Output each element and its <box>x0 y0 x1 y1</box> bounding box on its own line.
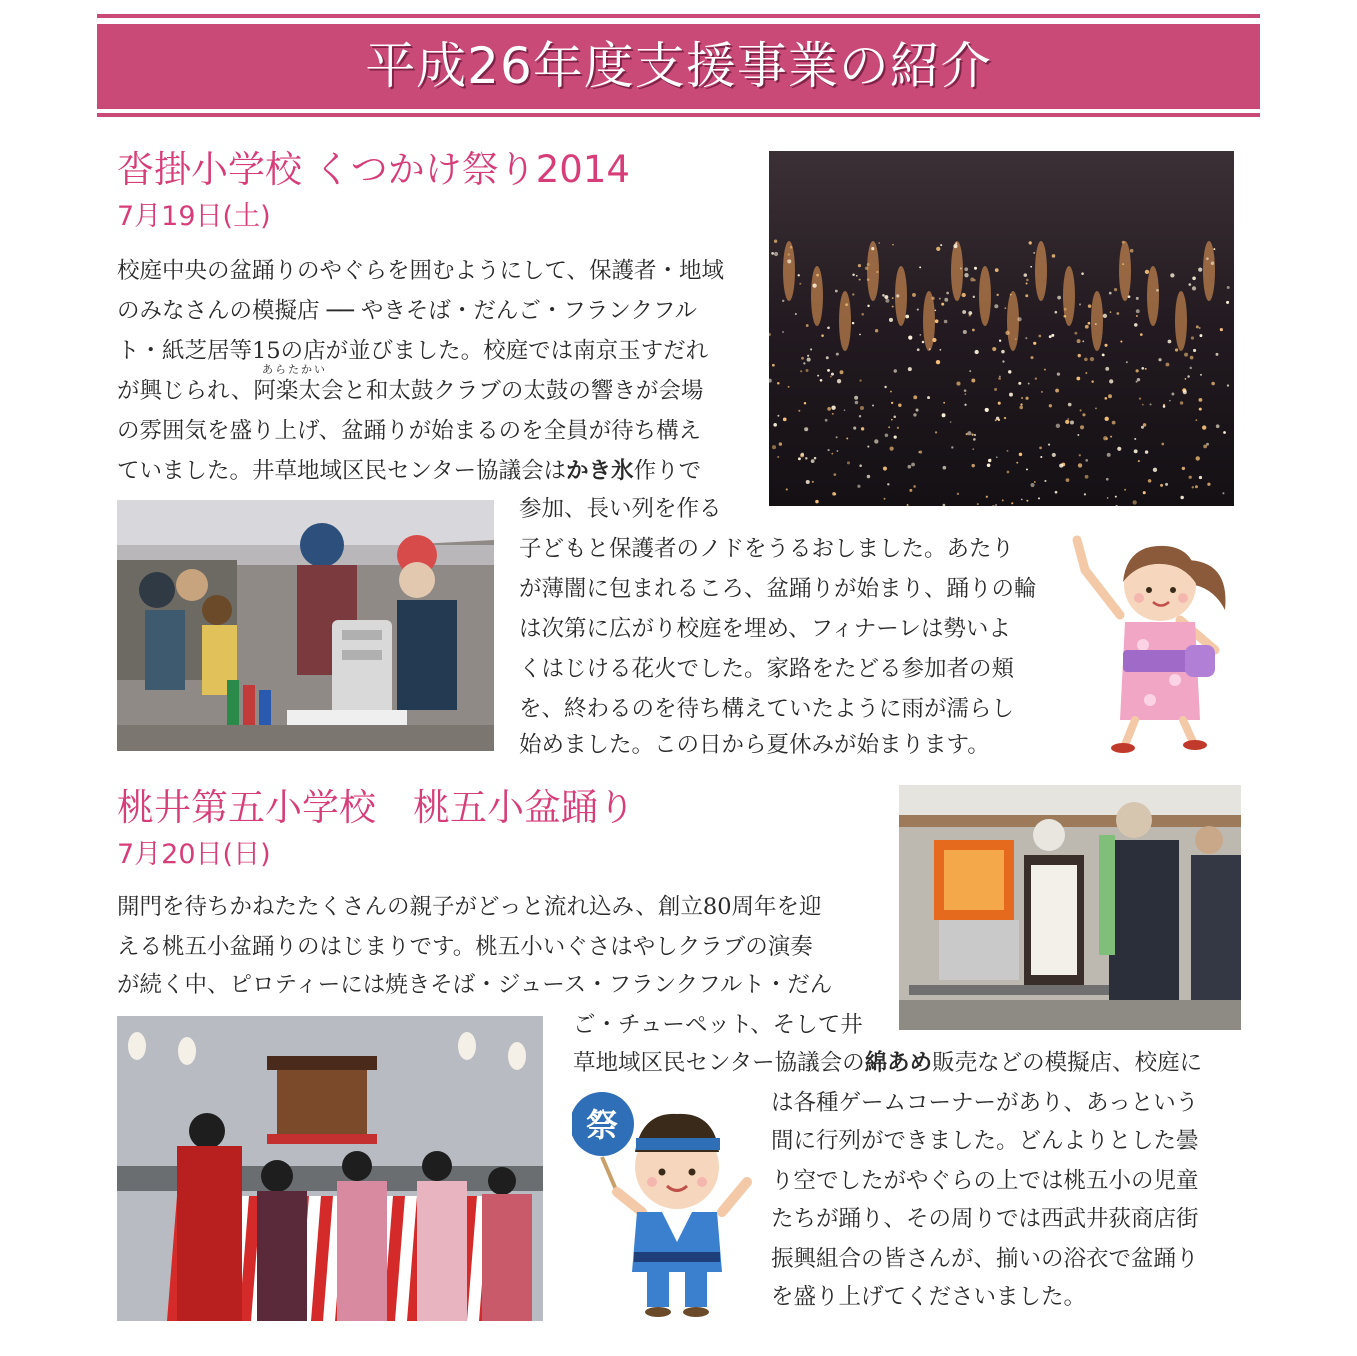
section1-date: 7月19日(土) <box>117 201 271 232</box>
section1-line <box>117 456 701 486</box>
section1-line: ト・紙芝居等15の店が並びました。校庭では南京玉すだれ <box>117 338 709 364</box>
section1-line: の雰囲気を盛り上げ、盆踊りが始まるのを全員が待ち構え <box>117 418 702 444</box>
section1-line: が薄闇に包まれるころ、盆踊りが始まり、踊りの輪 <box>519 576 1037 602</box>
section2-line: える桃五小盆踊りのはじまりです。桃五小いぐさはやしクラブの演奏 <box>117 934 813 960</box>
bon-odori-photo <box>117 1016 543 1321</box>
cotton-candy-stall-photo <box>899 785 1241 1030</box>
line-text: ていました。井草地域区民センター協議会は <box>117 458 567 484</box>
section2-line: 間に行列ができました。どんよりとした曇 <box>771 1128 1199 1154</box>
section2-line: が続く中、ピロティーには焼きそば・ジュース・フランクフルト・だん <box>117 972 833 998</box>
banner-bottom-rule <box>97 113 1260 117</box>
shaved-ice-stall-photo <box>117 500 494 751</box>
section1-line: 校庭中央の盆踊りのやぐらを囲むようにして、保護者・地域 <box>117 258 725 284</box>
page-title: 平成26年度支援事業の紹介 <box>97 24 1260 109</box>
line-text: 草地域区民センター協議会の <box>573 1050 865 1076</box>
section2-heading: 桃井第五小学校 桃五小盆踊り <box>117 786 635 829</box>
highlight-kakigori: かき氷 <box>566 458 634 484</box>
line-text: 作りで <box>633 458 702 484</box>
section2-line: 開門を待ちかねたたくさんの親子がどっと流れ込み、創立80周年を迎 <box>117 894 822 920</box>
furigana: あらたかい <box>262 363 327 376</box>
section2-line: り空でしたがやぐらの上では桃五小の児童 <box>771 1168 1199 1194</box>
section1-line: 始めました。この日から夏休みが始まります。 <box>519 732 990 758</box>
section2-line: は各種ゲームコーナーがあり、あっという <box>771 1090 1199 1116</box>
banner-top-rule <box>97 14 1260 18</box>
line-text: 販売などの模擬店、校庭に <box>932 1050 1203 1076</box>
yukata-girl-illustration <box>1065 530 1237 755</box>
section1-line: が興じられ、阿楽太会と和太鼓クラブの太鼓の響きが会場 <box>117 378 704 404</box>
fan-kanji: 祭 <box>585 1106 619 1144</box>
section2-line: ご・チューペット、そして井 <box>573 1012 863 1038</box>
section1-line: のみなさんの模擬店 ── やきそば・だんご・フランクフル <box>117 298 698 324</box>
section1-line: は次第に広がり校庭を埋め、フィナーレは勢いよ <box>519 616 1011 642</box>
section2-line <box>573 1048 1202 1078</box>
section2-line: たちが踊り、その周りでは西武井荻商店街 <box>771 1206 1199 1232</box>
section1-line: 参加、長い列を作る <box>519 496 722 522</box>
section1-line: くはじける花火でした。家路をたどる参加者の頬 <box>519 656 1015 682</box>
section1-heading: 沓掛小学校 くつかけ祭り2014 <box>117 148 630 191</box>
highlight-cotton-candy: 綿あめ <box>864 1050 933 1076</box>
section2-line: を盛り上げてくださいました。 <box>771 1284 1087 1310</box>
section2-date: 7月20日(日) <box>117 839 271 870</box>
section1-line: を、終わるのを待ち構えていたように雨が濡らし <box>519 696 1015 722</box>
fireworks-photo <box>769 151 1234 506</box>
festival-boy-illustration <box>572 1082 758 1320</box>
section1-line: 子どもと保護者のノドをうるおしました。あたり <box>519 536 1015 562</box>
section2-line: 振興組合の皆さんが、揃いの浴衣で盆踊り <box>771 1246 1199 1272</box>
